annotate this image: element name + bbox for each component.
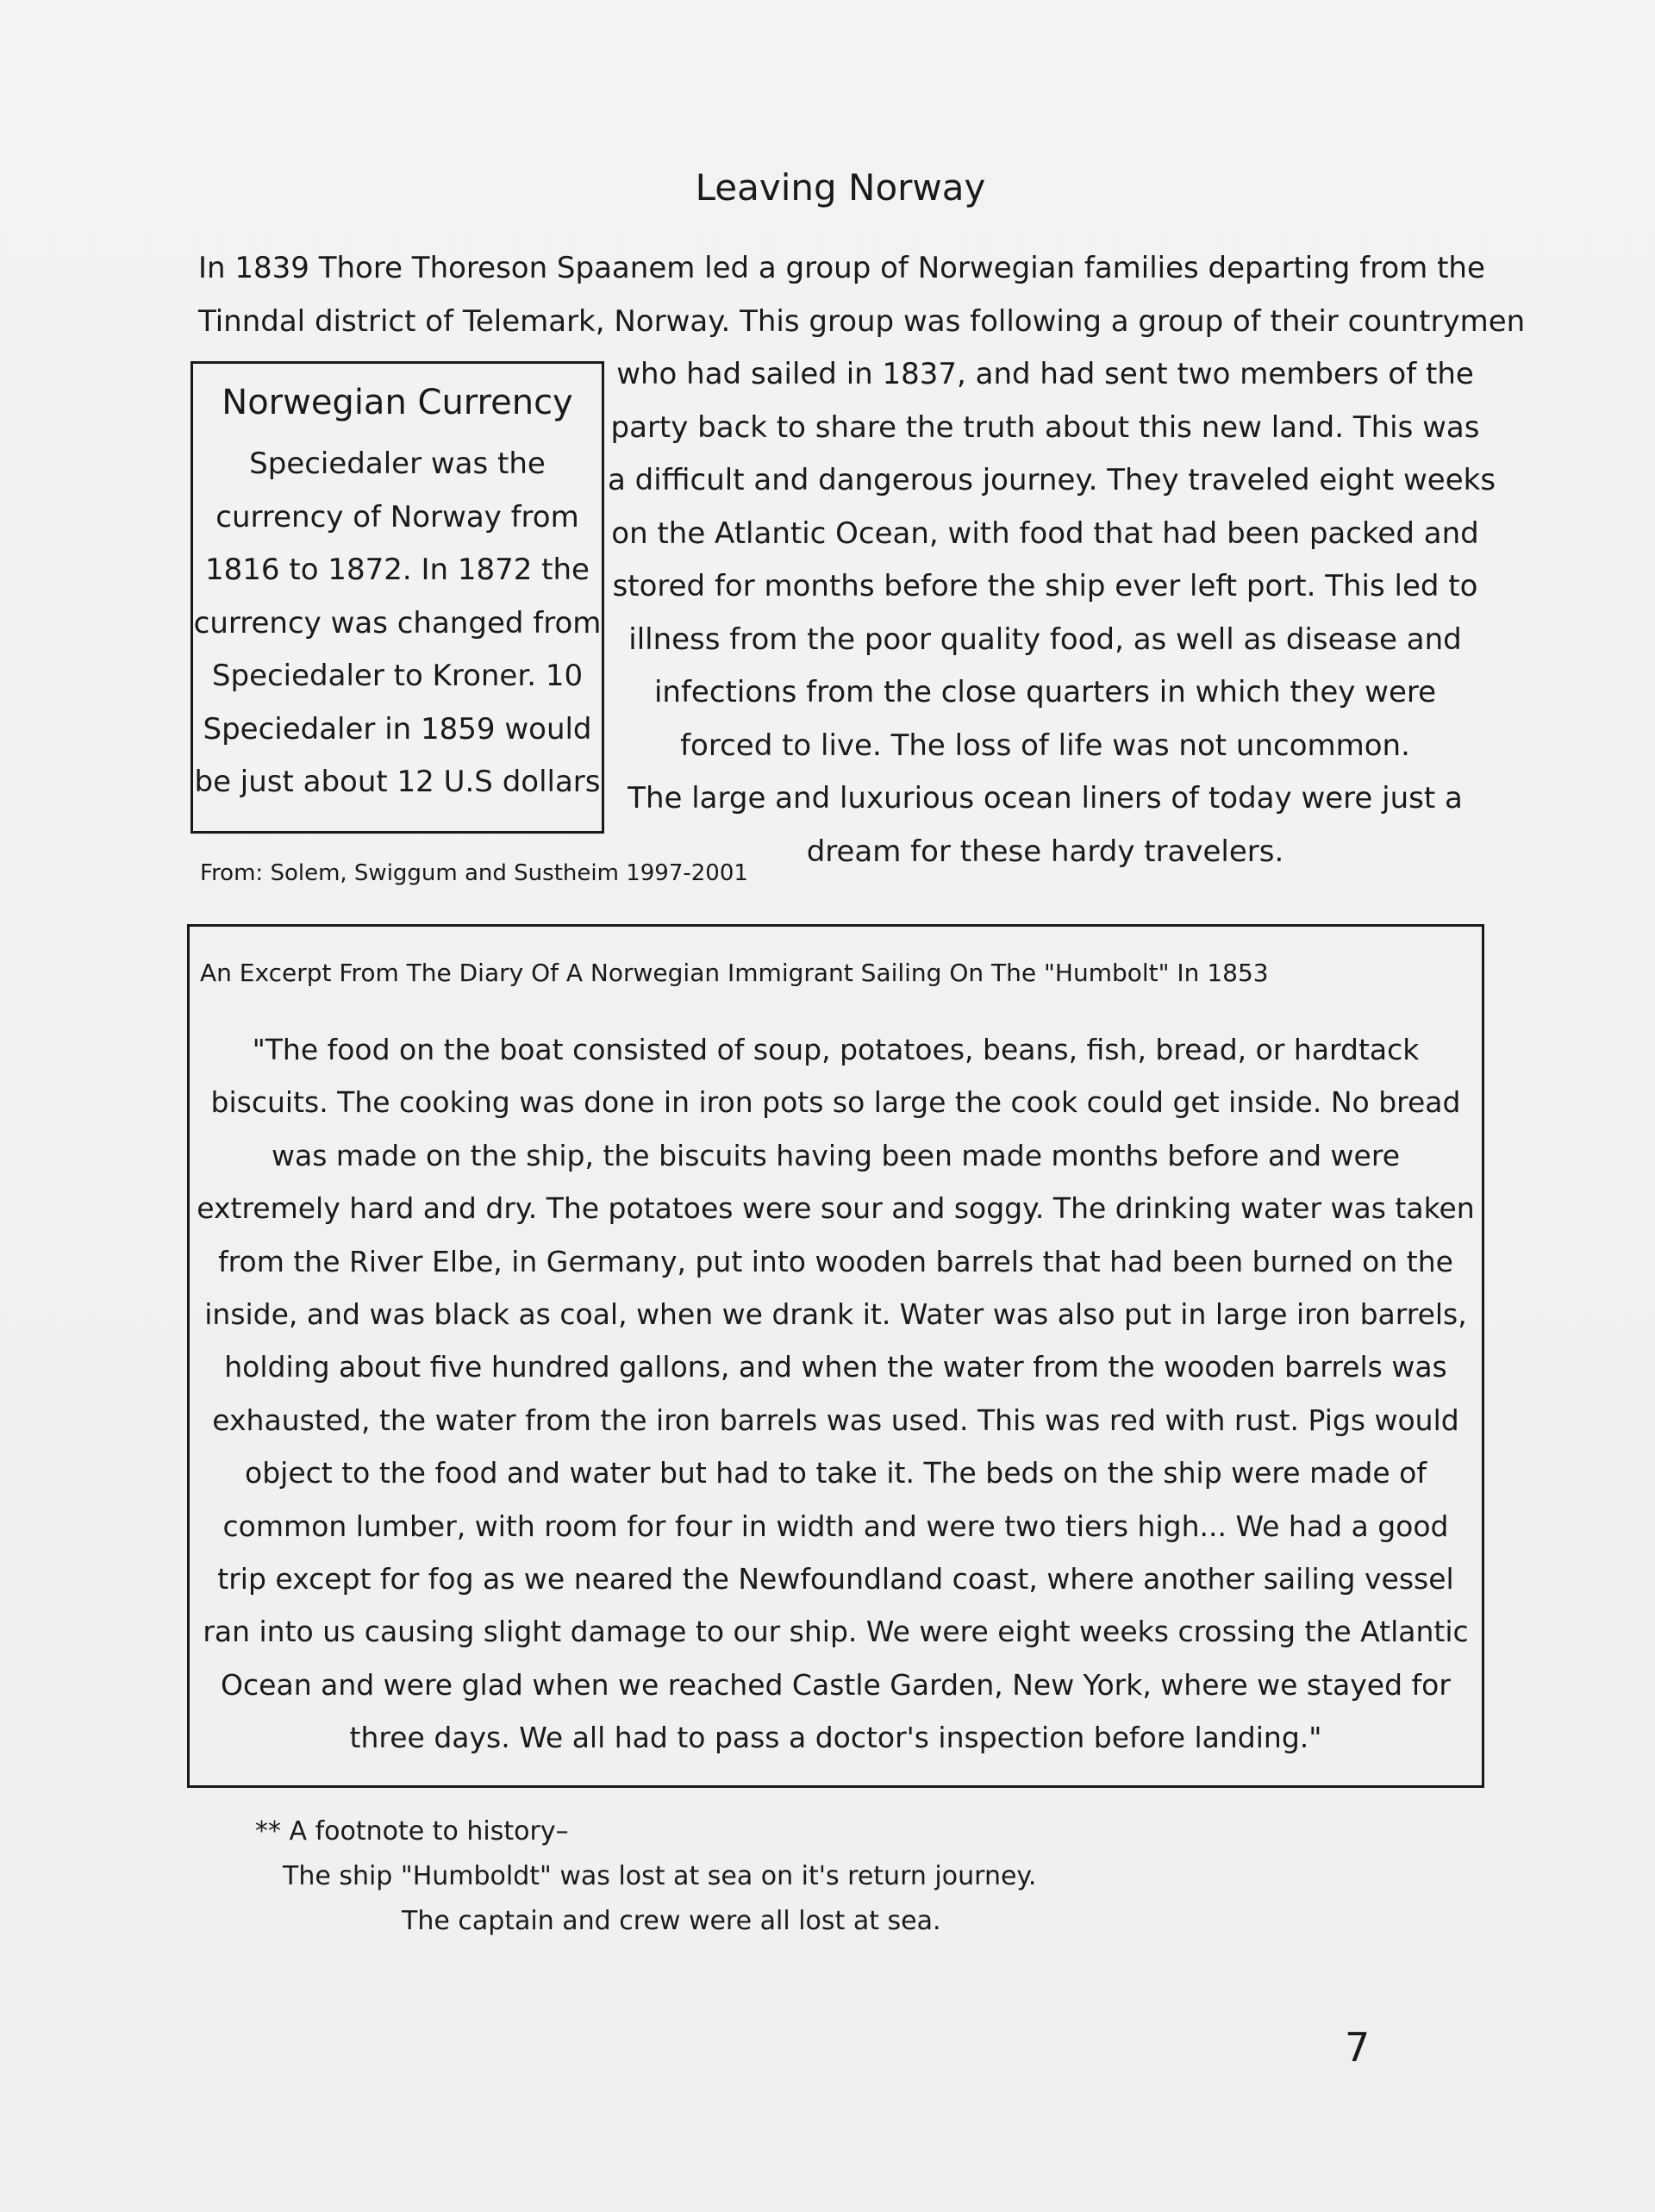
diary-line: was made on the ship, the biscuits having been made months before and were (272, 1138, 1400, 1172)
currency-box-line: currency was changed from (193, 605, 602, 640)
body-line: forced to live. The loss of life was not uncommon. (680, 728, 1410, 763)
body-line: a difficult and dangerous journey. They traveled eight weeks (608, 463, 1496, 497)
currency-box-line: Speciedaler in 1859 would (203, 711, 592, 747)
body-line: infections from the close quarters in which they were (653, 675, 1437, 709)
diary-line: from the River Elbe, in Germany, put into wooden barrels that had been burned on the (218, 1244, 1453, 1278)
diary-line: trip except for fog as we neared the Newfoundland coast, where another sailing vessel (217, 1562, 1454, 1597)
diary-line: object to the food and water but had to take it. The beds on the ship were made of (245, 1456, 1427, 1490)
diary-line: three days. We all had to pass a doctor's inspection before landing." (349, 1721, 1322, 1755)
diary-line: Ocean and were glad when we reached Castle Garden, New York, where we stayed for (221, 1667, 1451, 1702)
diary-line: biscuits. The cooking was done in iron pots so large the cook could get inside. No bread (210, 1085, 1461, 1120)
diary-line: exhausted, the water from the iron barrels was used. This was red with rust. Pigs would (212, 1403, 1459, 1437)
footnote-line: The ship "Humboldt" was lost at sea on it's return journey. (283, 1861, 1037, 1891)
body-line: dream for these hardy travelers. (806, 834, 1284, 869)
body-line: party back to share the truth about this new land. This was (610, 409, 1480, 445)
diary-line: inside, and was black as coal, when we drank it. Water was also put in large iron barrels, (204, 1297, 1467, 1332)
diary-heading: An Excerpt From The Diary Of A Norwegian Immigrant Sailing On The "Humbolt" In 1853 (200, 959, 1269, 987)
diary-line: "The food on the boat consisted of soup, potatoes, beans, fish, bread, or hardtack (252, 1033, 1420, 1066)
page-number: 7 (1345, 2024, 1371, 2071)
diary-line: holding about five hundred gallons, and when the water from the wooden barrels was (224, 1350, 1447, 1384)
body-line: The large and luxurious ocean liners of today were just a (628, 781, 1463, 815)
body-line: on the Atlantic Ocean, with food that had been packed and (611, 516, 1479, 551)
currency-box-title: Norwegian Currency (222, 383, 573, 422)
intro-line: In 1839 Thore Thoreson Spaanem led a group of Norwegian families departing from the (198, 251, 1485, 285)
currency-sidebar-box (190, 361, 604, 834)
intro-line: Tinndal district of Telemark, Norway. This group was following a group of their countrymen (198, 304, 1526, 339)
diary-excerpt-box (187, 924, 1484, 1788)
currency-box-line: Speciedaler to Kroner. 10 (211, 659, 584, 693)
body-line: illness from the poor quality food, as well as disease and (628, 622, 1462, 657)
body-line: who had sailed in 1837, and had sent two members of the (616, 357, 1474, 391)
diary-line: extremely hard and dry. The potatoes were sour and soggy. The drinking water was taken (197, 1191, 1475, 1226)
diary-line: common lumber, with room for four in width and were two tiers high... We had a good (222, 1509, 1449, 1543)
diary-quote (190, 1023, 1482, 1765)
currency-box-line: 1816 to 1872. In 1872 the (205, 553, 590, 587)
intro-continuation (608, 348, 1496, 878)
currency-box-line: be just about 12 U.S dollars (194, 765, 601, 799)
body-line: stored for months before the ship ever left port. This led to (612, 569, 1478, 603)
currency-box-line: currency of Norway from (215, 499, 579, 534)
footnote-heading: ** A footnote to history– (255, 1816, 569, 1846)
intro-paragraph (198, 241, 1526, 348)
currency-box-line: Speciedaler was the (249, 447, 546, 481)
footnote-line: The captain and crew were all lost at sea. (402, 1906, 941, 1936)
diary-line: ran into us causing slight damage to our ship. We were eight weeks crossing the Atlantic (203, 1615, 1469, 1649)
source-citation: From: Solem, Swiggum and Sustheim 1997-2001 (200, 860, 748, 886)
page-title: Leaving Norway (695, 166, 986, 209)
